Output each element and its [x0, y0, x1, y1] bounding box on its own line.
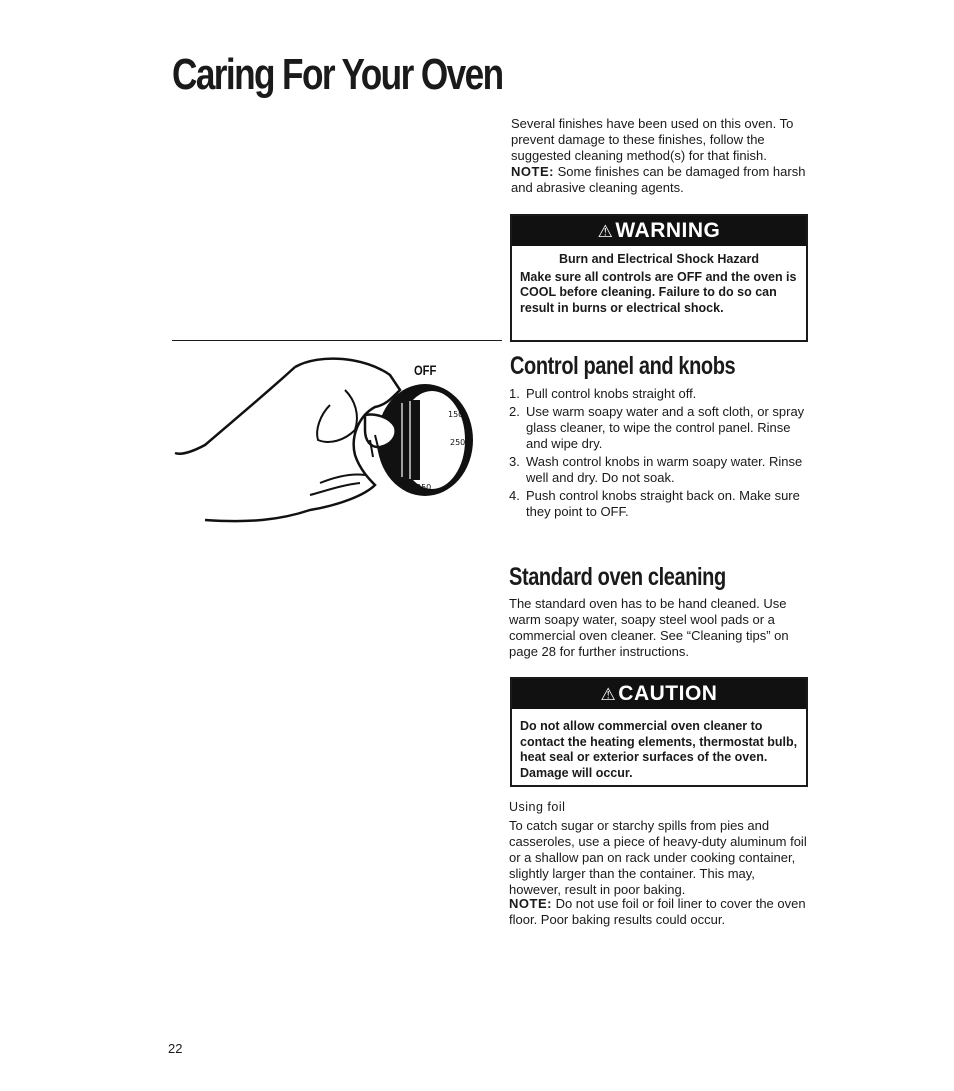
page-title: Caring For Your Oven [172, 50, 503, 99]
warning-label: WARNING [615, 219, 721, 242]
step-text: Push control knobs straight back on. Make sure they point to OFF. [526, 488, 800, 519]
intro-note [511, 164, 811, 196]
off-label: OFF [414, 362, 437, 379]
step-number: 2. [509, 404, 520, 419]
dial-mark: 250 [450, 438, 466, 447]
control-panel-heading: Control panel and knobs [510, 352, 736, 380]
step-number: 4. [509, 488, 520, 503]
standard-cleaning-heading: Standard oven cleaning [509, 563, 726, 591]
control-steps-list [509, 386, 809, 522]
note-label: NOTE: [511, 164, 554, 179]
step-text: Use warm soapy water and a soft cloth, or spray glass cleaner, to wipe the control panel. Rinse and wipe dry. [526, 404, 805, 451]
intro-section [511, 116, 811, 196]
dial-mark: 350 [416, 483, 432, 492]
foil-note [509, 896, 809, 928]
note-text: Do not use foil or foil liner to cover the oven floor. Poor baking results could occur. [509, 896, 806, 927]
list-item [509, 404, 809, 452]
warning-hazard: Burn and Electrical Shock Hazard [558, 252, 760, 266]
foil-section [509, 818, 809, 898]
warning-triangle-icon: ⚠ [597, 222, 614, 241]
warning-box [510, 214, 808, 342]
list-item [509, 488, 809, 520]
step-text: Wash control knobs in warm soapy water. Rinse well and dry. Do not soak. [526, 454, 803, 485]
dial-mark: 150 [448, 410, 464, 419]
caution-label: CAUTION [618, 682, 718, 705]
caution-header [512, 679, 806, 709]
hand-turning-knob-icon [170, 345, 490, 535]
foil-paragraph: To catch sugar or starchy spills from pies and casseroles, use a piece of heavy-duty aluminum foil or a shallow pan on rack under cooking container, slightly larger than the container. This may, however, result in poor baking. [509, 818, 807, 897]
caution-text: Do not allow commercial oven cleaner to contact the heating elements, thermostat bulb, heat seal or exterior surfaces of the oven. Damage will occur. [520, 719, 798, 780]
step-number: 1. [509, 386, 520, 401]
intro-paragraph: Several finishes have been used on this oven. To prevent damage to these finishes, follow the suggested cleaning method(s) for that finish. [511, 116, 794, 163]
step-number: 3. [509, 454, 520, 469]
warning-text: Make sure all controls are OFF and the oven is COOL before cleaning. Failure to do so can result in burns or electrical shock. [520, 269, 797, 315]
section-divider [172, 340, 502, 341]
knob-illustration [170, 345, 490, 535]
page-number: 22 [168, 1041, 183, 1056]
note-label: NOTE: [509, 896, 552, 911]
foil-subheading: Using foil [509, 800, 566, 814]
warning-triangle-icon: ⚠ [600, 685, 617, 704]
standard-cleaning-text: The standard oven has to be hand cleaned. Use warm soapy water, soapy steel wool pads or a commercial oven cleaner. See “Cleaning tips” on page 28 for further instructions. [509, 596, 789, 659]
warning-header [512, 216, 806, 246]
caution-box [510, 677, 808, 787]
list-item [509, 386, 809, 402]
warning-body [512, 246, 806, 316]
list-item [509, 454, 809, 486]
step-text: Pull control knobs straight off. [526, 386, 697, 401]
note-text: Some finishes can be damaged from harsh and abrasive cleaning agents. [511, 164, 806, 195]
knob-grip [396, 400, 420, 480]
